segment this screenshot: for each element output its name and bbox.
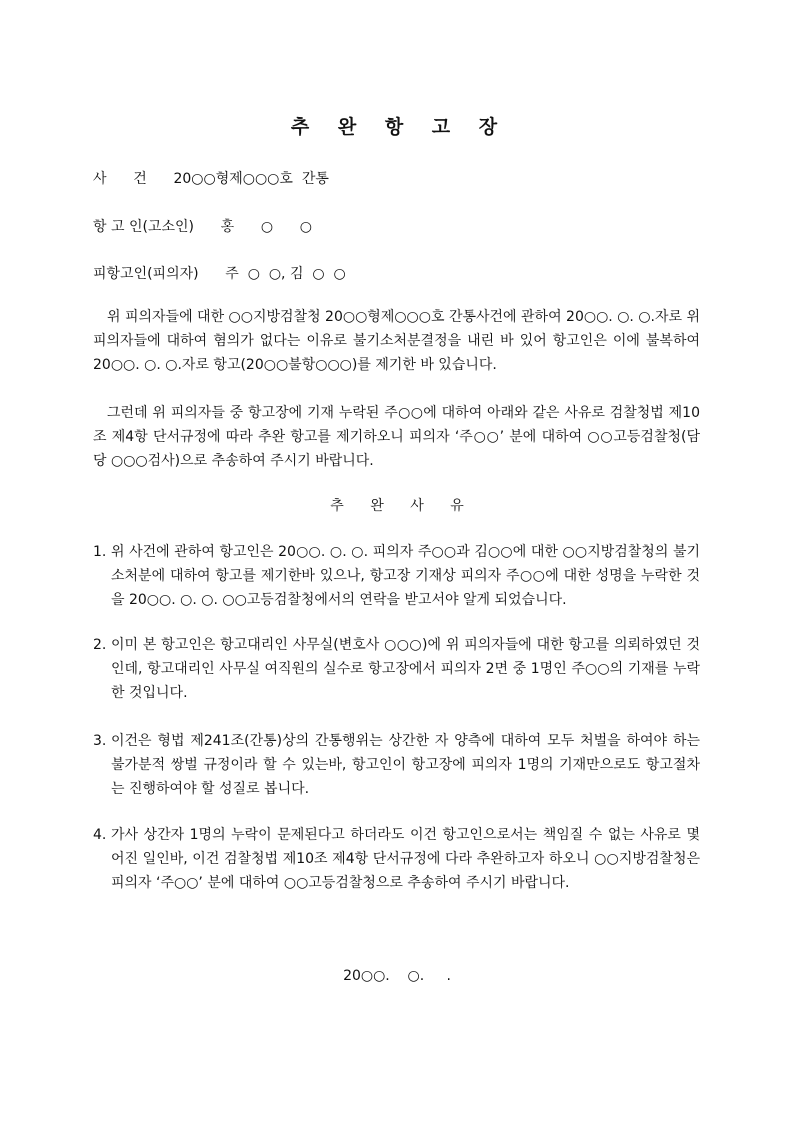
- reason-text: 위 사건에 관하여 항고인은 20○○. ○. ○. 피의자 주○○과 김○○에 대한 ○○지방검찰청의 불기소처분에 대하여 항고를 제기한바 있으나, 항고장 기재상 피의자 주○○에 대한 성명을 누락한 것을 20○○. ○. ○. ○○고등검찰청에서의 연락을 받고서야 알게 되었습니다.: [111, 544, 700, 608]
- document-title: 추 완 항 고 장: [290, 116, 504, 138]
- reason-number: 4.: [93, 827, 107, 843]
- reason-item-2: [93, 633, 700, 705]
- case-field: 사 건 20○○형제○○○호 간통: [93, 171, 329, 187]
- reason-text: 이건은 형법 제241조(간통)상의 간통행위는 상간한 자 양측에 대하여 모두 처벌을 하여야 하는 불가분적 쌍벌 규정이라 할 수 있는바, 항고인이 항고장에 피의자 1명의 기재만으로도 항고절차는 진행하여야 할 성질로 봅니다.: [111, 733, 700, 797]
- appellant-field: 항 고 인(고소인) 홍 ○ ○: [93, 219, 313, 235]
- reason-number: 2.: [93, 637, 107, 653]
- reason-number: 3.: [93, 733, 107, 749]
- reason-text: 이미 본 항고인은 항고대리인 사무실(변호사 ○○○)에 위 피의자들에 대한 항고를 의뢰하였던 것인데, 항고대리인 사무실 여직원의 실수로 항고장에서 피의자 2면 중 1명인 주○○의 기재를 누락한 것입니다.: [111, 637, 700, 701]
- appellee-field: 피항고인(피의자) 주 ○ ○, 김 ○ ○: [93, 266, 346, 282]
- document-date: 20○○. ○. .: [343, 968, 451, 984]
- reason-item-3: [93, 729, 700, 801]
- reason-item-1: [93, 540, 700, 612]
- intro-paragraph-2: 그런데 위 피의자들 중 항고장에 기재 누락된 주○○에 대하여 아래와 같은 사유로 검찰청법 제10조 제4항 단서규정에 따라 추완 항고를 제기하오니 피의자 ‘주○○’ 분에 대하여 ○○고등검찰청(담당 ○○○검사)으로 추송하여 주시기 바랍니다.: [93, 405, 700, 469]
- intro-paragraph-1: 위 피의자들에 대한 ○○지방검찰청 20○○형제○○○호 간통사건에 관하여 20○○. ○. ○.자로 위 피의자들에 대하여 혐의가 없다는 이유로 불기소처분결정을 내린 바 있어 항고인은 이에 불복하여 20○○. ○. ○.자로 항고(20○○불항○○○)를 제기한 바 있습니다.: [93, 309, 701, 373]
- reason-item-4: [93, 823, 700, 895]
- section-title: 추 완 사 유: [330, 498, 464, 514]
- reason-number: 1.: [93, 544, 107, 560]
- reason-text: 가사 상간자 1명의 누락이 문제된다고 하더라도 이건 항고인으로서는 책임질 수 없는 사유로 몇어진 일인바, 이건 검찰청법 제10조 제4항 단서규정에 다라 추완하고자 하오니 ○○지방검찰청은 피의자 ‘주○○’ 분에 대하여 ○○고등검찰청으로 추송하여 주시기 바랍니다.: [111, 827, 700, 891]
